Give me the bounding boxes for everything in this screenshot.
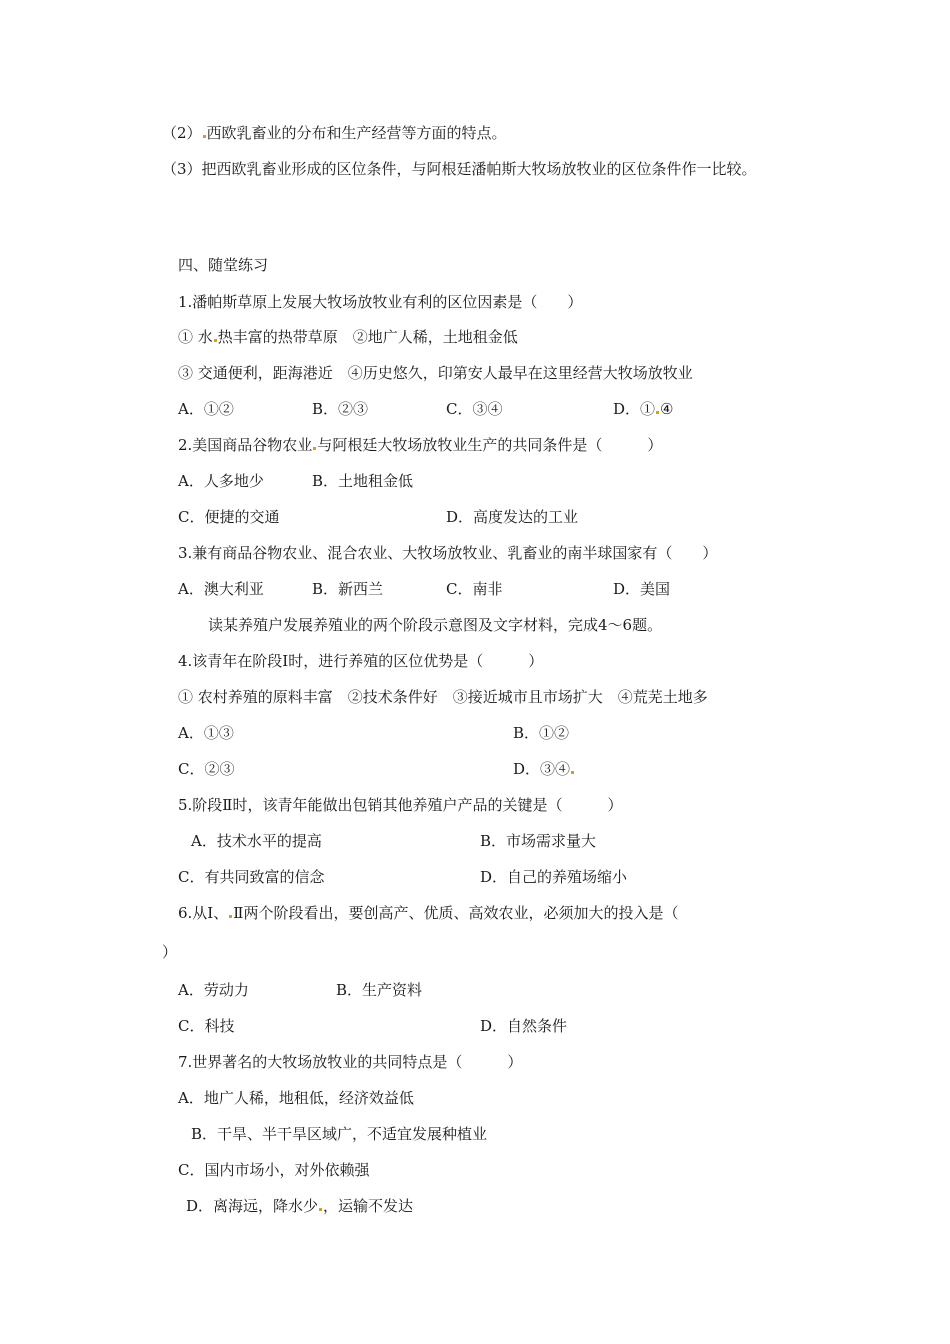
q7-d-b: ，运输不发达 (323, 1197, 414, 1215)
q2-choice-a: A．人多地少 (178, 472, 264, 490)
q6-stem-a: 6.从Ⅰ、 (178, 904, 229, 922)
q1-options-line2: ③ 交通便利，距海港近 ④历史悠久，印第安人最早在这里经营大牧场放牧业 (178, 364, 693, 382)
q7-d-a: D．离海远，降水少 (186, 1197, 319, 1215)
prev-q2-number: （2） (162, 124, 202, 142)
q3-choice-d: D．美国 (613, 580, 671, 598)
q4-options: ① 农村养殖的原料丰富 ②技术条件好 ③接近城市且市场扩大 ④荒芜土地多 (178, 688, 708, 706)
q5-stem: 5.阶段Ⅱ时，该青年能做出包销其他养殖户产品的关键是（ ） (178, 796, 623, 814)
q3-stem: 3.兼有商品谷物农业、混合农业、大牧场放牧业、乳畜业的南半球国家有（ ） (178, 544, 718, 562)
q2-choice-c: C．便捷的交通 (178, 508, 280, 526)
q5-choice-c: C．有共同致富的信念 (178, 868, 325, 886)
q1-choice-d (613, 399, 673, 419)
mark-dot (203, 135, 206, 138)
q4-d-text: D．③④ (513, 760, 571, 778)
material-intro: 读某养殖户发展养殖业的两个阶段示意图及文字材料，完成4～6题。 (208, 616, 663, 634)
q1-opt1-b: 热丰富的热带草原 ②地广人稀，土地租金低 (217, 328, 518, 346)
q5-choice-a: A．技术水平的提高 (191, 832, 322, 850)
mark-dot (214, 339, 217, 342)
q1-opt1-a: ① 水 (178, 328, 213, 346)
mark-dot (229, 915, 232, 918)
q5-choice-d: D．自己的养殖场缩小 (480, 868, 628, 886)
q2-stem (178, 435, 662, 455)
q6-choice-d: D．自然条件 (480, 1017, 568, 1035)
q1-options-line1 (178, 327, 518, 347)
section-title: 四、随堂练习 (178, 256, 269, 274)
prev-q2-text: 西欧乳畜业的分布和生产经营等方面的特点。 (206, 124, 507, 142)
q4-stem: 4.该青年在阶段Ⅰ时，进行养殖的区位优势是（ ） (178, 652, 544, 670)
q7-choice-b: B．干旱、半干旱区域广，不适宜发展种植业 (191, 1125, 488, 1143)
q6-choice-c: C．科技 (178, 1017, 235, 1035)
q3-choice-c: C．南非 (446, 580, 503, 598)
q1-choice-c: C．③④ (446, 400, 503, 418)
q6-stem-end: ） (162, 943, 178, 961)
prev-question-3: （3）把西欧乳畜业形成的区位条件，与阿根廷潘帕斯大牧场放牧业的区位条件作一比较。 (162, 160, 757, 178)
q2-choice-b: B．土地租金低 (312, 472, 414, 490)
mark-dot (571, 771, 574, 774)
q1-choice-a: A．①② (178, 400, 234, 418)
prev-question-2 (162, 123, 507, 143)
q3-choice-b: B．新西兰 (312, 580, 384, 598)
q2-stem-a: 2.美国商品谷物农业 (178, 436, 313, 454)
q4-choice-a: A．①③ (178, 724, 234, 742)
q2-choice-d: D．高度发达的工业 (446, 508, 579, 526)
q7-choice-a: A．地广人稀，地租低，经济效益低 (178, 1089, 414, 1107)
q6-stem-b: Ⅱ两个阶段看出，要创高产、优质、高效农业，必须加大的投入是（ (233, 904, 679, 922)
mark-dot (656, 411, 659, 414)
q3-choice-a: A．澳大利亚 (178, 580, 264, 598)
q4-choice-d (513, 759, 575, 779)
q7-choice-c: C．国内市场小，对外依赖强 (178, 1161, 370, 1179)
q1-stem: 1.潘帕斯草原上发展大牧场放牧业有利的区位因素是（ ） (178, 293, 583, 311)
q2-stem-b: 与阿根廷大牧场放牧业生产的共同条件是（ ） (317, 436, 663, 454)
q7-stem: 7.世界著名的大牧场放牧业的共同特点是（ ） (178, 1053, 523, 1071)
q5-choice-b: B．市场需求量大 (480, 832, 597, 850)
q6-stem (178, 903, 678, 923)
q6-choice-a: A．劳动力 (178, 981, 249, 999)
mark-dot (313, 447, 316, 450)
q4-choice-c: C．②③ (178, 760, 235, 778)
q1-d-a: D．① (613, 400, 656, 418)
q1-choice-b: B．②③ (312, 400, 369, 418)
q6-choice-b: B．生产资料 (336, 981, 423, 999)
q1-d-b: ④ (660, 400, 674, 418)
mark-dot (319, 1208, 322, 1211)
q4-choice-b: B．①② (513, 724, 570, 742)
q7-choice-d (186, 1196, 413, 1216)
